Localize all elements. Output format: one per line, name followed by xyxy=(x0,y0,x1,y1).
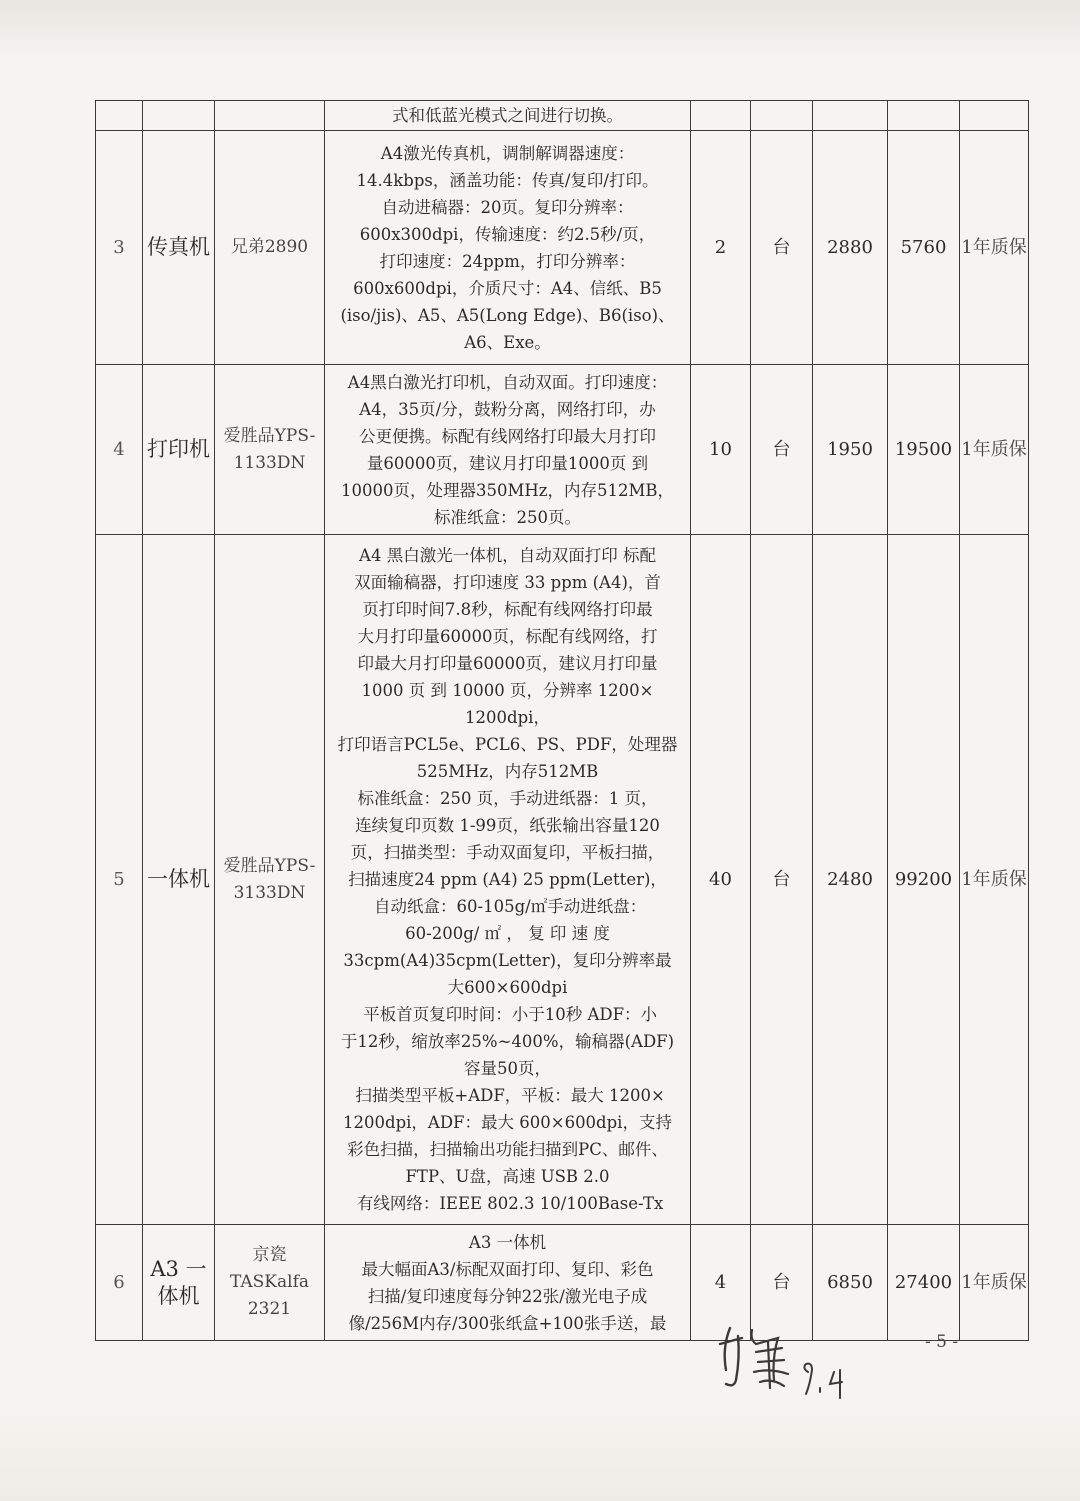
table-row xyxy=(96,535,1029,1225)
table-row xyxy=(96,101,1029,131)
cell-total: 99200 xyxy=(888,535,960,1225)
handwritten-signature xyxy=(712,1318,872,1408)
cell-spec: 式和低蓝光模式之间进行切换。 xyxy=(325,101,691,131)
equipment-table xyxy=(95,100,1029,1341)
cell-unit: 台 xyxy=(751,131,813,365)
cell-no: 6 xyxy=(96,1225,143,1341)
cell-model: 兄弟2890 xyxy=(215,131,325,365)
cell-spec: A4 黑白激光一体机，自动双面打印 标配 双面输稿器，打印速度 33 ppm (A4)，首 页打印时间7.8秒，标配有线网络打印最 大月打印量60000页，标配有线网络，打 印最大月打印量60000页，建议月打印量 1000 页 到 10000 页，分辨率 1200× 1200dpi， 打印语言PCL5e、PCL6、PS、PDF，处理器 525MHz，内存512MB 标准纸盒：250 页，手动进纸器：1 页， 连续复印页数 1-99页，纸张输出容量120 页，扫描类型：手动双面复印，平板扫描， 扫描速度24 ppm (A4) 25 ppm(Letter)， 自动纸盒：60-105g/㎡手动进纸盘： 60-200g/ ㎡ ， 复 印 速 度 33cpm(A4)35cpm(Letter)，复印分辨率最 大600×600dpi 平板首页复印时间：小于10秒 ADF：小 于12秒，缩放率25%~400%，输稿器(ADF) 容量50页， 扫描类型平板+ADF，平板：最大 1200× 1200dpi，ADF：最大 600×600dpi，支持 彩色扫描，扫描输出功能扫描到PC、邮件、 FTP、U盘，高速 USB 2.0 有线网络：IEEE 802.3 10/100Base-Tx xyxy=(325,535,691,1225)
cell-warranty: 1年质保 xyxy=(960,1225,1029,1341)
cell-unit: 台 xyxy=(751,535,813,1225)
cell-name: 传真机 xyxy=(143,131,215,365)
cell-warranty xyxy=(960,101,1029,131)
cell-qty xyxy=(691,101,751,131)
cell-warranty: 1年质保 xyxy=(960,365,1029,535)
cell-warranty: 1年质保 xyxy=(960,131,1029,365)
cell-no: 5 xyxy=(96,535,143,1225)
cell-spec: A4黑白激光打印机，自动双面。打印速度： A4，35页/分，鼓粉分离，网络打印，办 公更便携。标配有线网络打印最大月打印 量60000页，建议月打印量1000页 到 10000页，处理器350MHz，内存512MB， 标准纸盒：250页。 xyxy=(325,365,691,535)
cell-price xyxy=(813,101,888,131)
cell-qty: 4 xyxy=(691,1225,751,1341)
cell-name: 打印机 xyxy=(143,365,215,535)
cell-name xyxy=(143,101,215,131)
cell-qty: 40 xyxy=(691,535,751,1225)
cell-price: 2880 xyxy=(813,131,888,365)
page-number: - 5 - xyxy=(925,1332,959,1352)
cell-total: 5760 xyxy=(888,131,960,365)
cell-unit: 台 xyxy=(751,1225,813,1341)
cell-warranty: 1年质保 xyxy=(960,535,1029,1225)
cell-model xyxy=(215,101,325,131)
table-row xyxy=(96,365,1029,535)
cell-price: 2480 xyxy=(813,535,888,1225)
cell-name: A3 一体机 xyxy=(143,1225,215,1341)
cell-model: 爱胜品YPS-3133DN xyxy=(215,535,325,1225)
cell-no: 3 xyxy=(96,131,143,365)
cell-no: 4 xyxy=(96,365,143,535)
table-row xyxy=(96,131,1029,365)
cell-total: 19500 xyxy=(888,365,960,535)
cell-name: 一体机 xyxy=(143,535,215,1225)
cell-unit: 台 xyxy=(751,365,813,535)
cell-total: 27400 xyxy=(888,1225,960,1341)
cell-unit xyxy=(751,101,813,131)
cell-price: 1950 xyxy=(813,365,888,535)
cell-qty: 10 xyxy=(691,365,751,535)
table-row xyxy=(96,1225,1029,1341)
cell-qty: 2 xyxy=(691,131,751,365)
cell-spec: A3 一体机 最大幅面A3/标配双面打印、复印、彩色 扫描/复印速度每分钟22张/激光电子成 像/256M内存/300张纸盒+100张手送，最 xyxy=(325,1225,691,1341)
cell-model: 京瓷TASKalfa 2321 xyxy=(215,1225,325,1341)
cell-total xyxy=(888,101,960,131)
cell-model: 爱胜品YPS-1133DN xyxy=(215,365,325,535)
cell-price: 6850 xyxy=(813,1225,888,1341)
cell-spec: A4激光传真机，调制解调器速度： 14.4kbps，涵盖功能：传真/复印/打印。 自动进稿器：20页。复印分辨率： 600x300dpi，传输速度：约2.5秒/页， 打印速度：24ppm，打印分辨率： 600x600dpi，介质尺寸：A4、信纸、B5 (iso/jis)、A5、A5(Long Edge)、B6(iso)、 A6、Exe。 xyxy=(325,131,691,365)
cell-no xyxy=(96,101,143,131)
